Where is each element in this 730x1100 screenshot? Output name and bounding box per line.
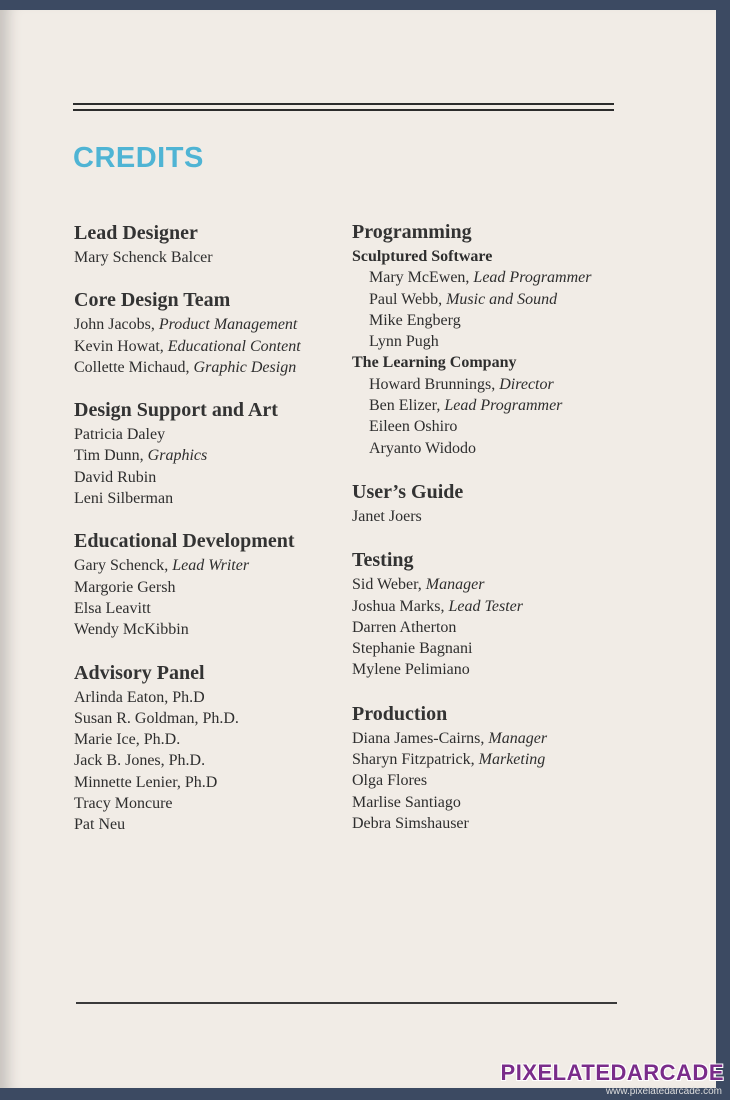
section-programming: [352, 219, 652, 459]
credit-role: Graphics: [147, 447, 208, 465]
credit-name: Leni Silberman: [74, 490, 174, 508]
credit-line: [352, 416, 652, 437]
credit-name: Diana James-Cairns,: [352, 729, 489, 747]
credit-name: Lynn Pugh: [369, 333, 439, 351]
credit-role: Product Management: [158, 316, 298, 334]
credit-name: Marlise Santiago: [352, 793, 461, 811]
section-lead-designer: [74, 220, 344, 268]
credit-name: David Rubin: [74, 468, 157, 486]
credit-line: [352, 749, 652, 770]
credit-line: [74, 314, 344, 335]
credit-line: [74, 424, 344, 445]
credit-name: Joshua Marks,: [352, 597, 449, 615]
section-users-guide: [352, 479, 652, 527]
credit-name: Gary Schenck,: [74, 557, 173, 575]
credit-role: Educational Content: [167, 337, 301, 355]
section-testing: [352, 547, 652, 680]
credit-name: Sharyn Fitzpatrick,: [352, 751, 479, 769]
credit-name: Elsa Leavitt: [74, 599, 151, 617]
watermark-logo: PIXELATEDARCADE: [500, 1060, 724, 1085]
watermark-url: www.pixelatedarcade.com: [605, 1086, 722, 1097]
credit-name: Mylene Pelimiano: [352, 661, 470, 679]
top-rule-second: [73, 109, 614, 111]
credit-line: [74, 555, 344, 576]
credit-name: Mary Schenck Balcer: [74, 249, 213, 266]
credits-right-column: [352, 219, 652, 854]
company-heading: The Learning Company: [352, 354, 517, 372]
credit-name: Mary McEwen,: [369, 269, 474, 287]
section-heading: Educational Development: [74, 530, 295, 553]
credit-name: Kevin Howat,: [74, 337, 168, 355]
credit-name: Aryanto Widodo: [369, 439, 477, 457]
credit-name: Marie Ice, Ph.D.: [74, 731, 181, 749]
section-heading: Design Support and Art: [74, 399, 278, 422]
credit-line: [352, 638, 652, 659]
credit-name: Ben Elizer,: [369, 397, 445, 415]
section-heading: User’s Guide: [352, 480, 464, 503]
credit-line: [74, 445, 344, 466]
credit-name: Tim Dunn,: [74, 447, 148, 465]
credit-role: Music and Sound: [446, 290, 558, 308]
credit-name: John Jacobs,: [74, 316, 159, 334]
credit-name: Mike Engberg: [369, 311, 461, 329]
credit-name: Collette Michaud,: [74, 358, 194, 376]
credits-left-column: [74, 220, 344, 855]
credit-role: Lead Tester: [448, 597, 523, 615]
credit-name: Margorie Gersh: [74, 578, 176, 596]
credit-line: [352, 596, 652, 617]
credit-line: [352, 728, 652, 749]
credit-name: Darren Atherton: [352, 618, 457, 636]
credit-line: [352, 310, 652, 331]
credit-line: [352, 331, 652, 352]
credit-line: [74, 467, 344, 488]
credit-name: Debra Simshauser: [352, 814, 469, 832]
credit-name: Arlinda Eaton, Ph.D: [74, 688, 205, 706]
credit-name: Stephanie Bagnani: [352, 640, 473, 658]
credit-role: Graphic Design: [193, 358, 297, 376]
credit-line: [352, 438, 652, 459]
bottom-rule: [76, 1002, 617, 1004]
credit-name: Susan R. Goldman, Ph.D.: [74, 709, 239, 727]
manual-page: [0, 10, 716, 1088]
credit-role: Manager: [425, 576, 485, 594]
credit-name: Pat Neu: [74, 816, 126, 834]
section-design-support: [74, 397, 344, 509]
section-production: [352, 701, 652, 834]
credit-role: Director: [499, 375, 554, 393]
credit-line: [352, 395, 652, 416]
credit-name: Tracy Moncure: [74, 795, 173, 813]
credit-name: Jack B. Jones, Ph.D.: [74, 752, 206, 770]
credit-line: [74, 598, 344, 619]
credit-line: [74, 619, 344, 640]
credit-name: Howard Brunnings,: [369, 375, 500, 393]
section-advisory-panel: [74, 660, 344, 836]
credit-name: Sid Weber,: [352, 576, 426, 594]
section-heading: Programming: [352, 221, 472, 243]
credit-line: [74, 357, 344, 378]
credit-name: Paul Webb,: [369, 290, 447, 308]
section-heading: Production: [352, 702, 448, 725]
credit-line: [74, 488, 344, 509]
credit-line: [352, 374, 652, 395]
credit-role: Lead Programmer: [444, 397, 563, 415]
credit-name: Janet Joers: [352, 507, 422, 525]
credit-role: Marketing: [478, 751, 546, 769]
credit-line: [352, 267, 652, 288]
credit-name: Olga Flores: [352, 772, 428, 790]
credit-name: Minnette Lenier, Ph.D: [74, 773, 218, 791]
section-heading: Lead Designer: [74, 222, 198, 244]
credit-line: [352, 770, 652, 791]
section-heading: Testing: [352, 549, 414, 572]
section-heading: Core Design Team: [74, 289, 231, 312]
company-heading: Sculptured Software: [352, 248, 493, 265]
credit-name: Patricia Daley: [74, 426, 166, 444]
credit-role: Lead Programmer: [473, 269, 592, 287]
credit-name: Eileen Oshiro: [369, 418, 458, 436]
credit-line: [352, 659, 652, 680]
credit-role: Lead Writer: [172, 557, 250, 575]
section-heading: Advisory Panel: [74, 661, 205, 684]
section-core-design: [74, 287, 344, 378]
credit-line: [352, 289, 652, 310]
credit-line: [352, 792, 652, 813]
credit-role: Manager: [488, 729, 548, 747]
section-educational-development: [74, 528, 344, 640]
credit-name: Wendy McKibbin: [74, 621, 189, 639]
top-rule: [73, 103, 614, 105]
credit-line: [352, 574, 652, 595]
credit-line: [352, 617, 652, 638]
credit-line: [74, 577, 344, 598]
page-title: CREDITS: [73, 142, 204, 174]
credit-line: [74, 336, 344, 357]
credit-line: [352, 813, 652, 834]
